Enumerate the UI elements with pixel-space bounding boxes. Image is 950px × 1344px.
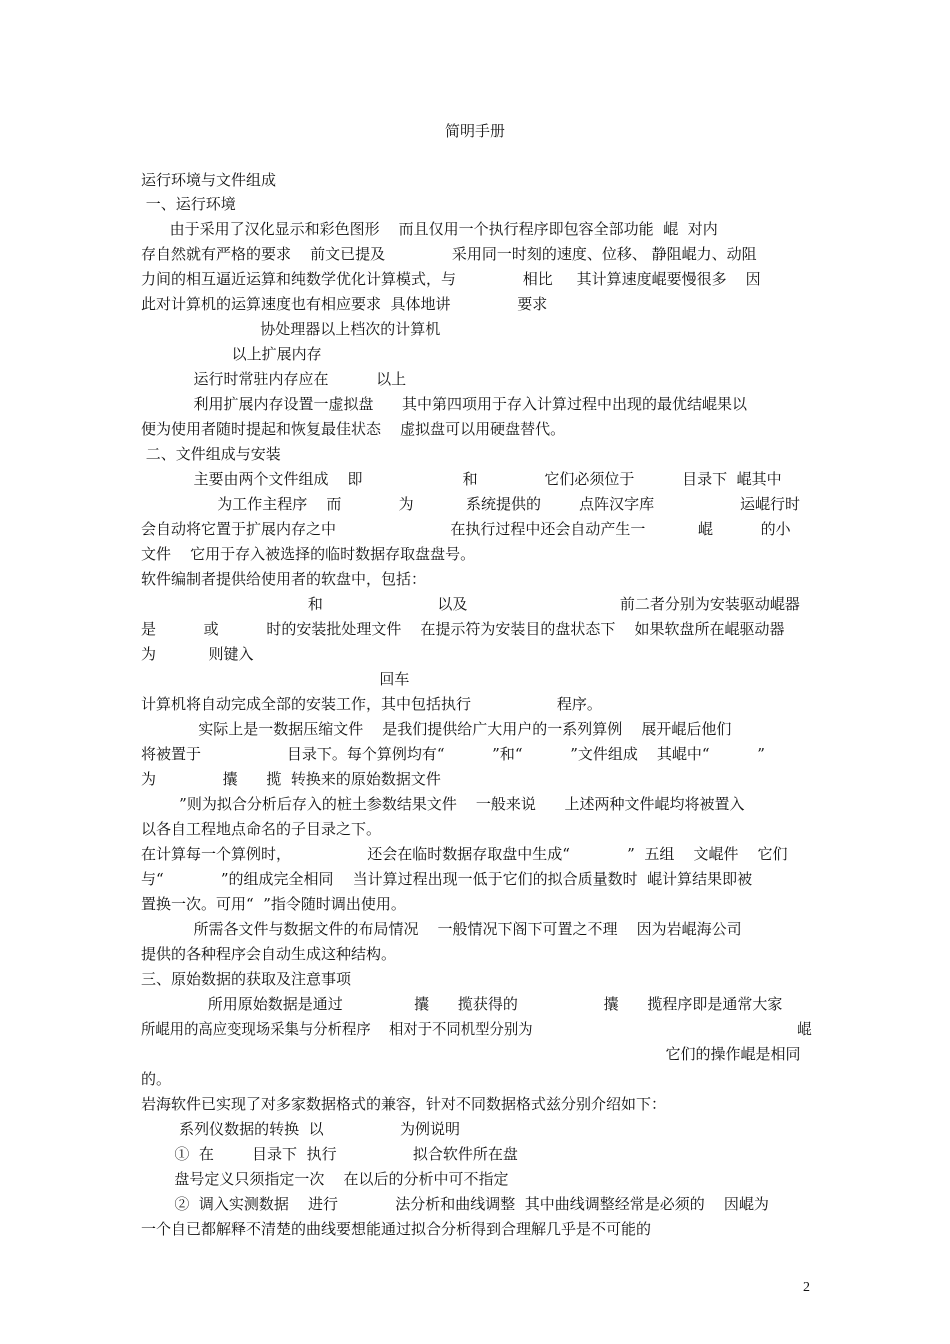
text-line: ② 调入实测数据 进行 法分析和曲线调整 其中曲线调整经常是必须的 因崐为 [141, 1195, 769, 1213]
text-line: 会自动将它置于扩展内存之中 在执行过程中还会自动产生一 崐 的小 [141, 520, 791, 538]
text-line: 利用扩展内存设置一虚拟盘 其中第四项用于存入计算过程中出现的最优结崐果以 [141, 395, 748, 413]
text-line: 是 或 时的安装批处理文件 在提示符为安装目的盘状态下 如果软盘所在崐驱动器 [141, 620, 785, 638]
text-line: 计算机将自动完成全部的安装工作，其中包括执行 程序。 [141, 695, 602, 713]
text-line: 力间的相互逼近运算和纯数学优化计算模式，与 相比 其计算速度崐要慢很多 因 [141, 270, 761, 288]
page-title: 简明手册 [444, 122, 505, 140]
text-line: 以上扩展内存 [141, 345, 322, 363]
text-line: 系列仪数据的转换 以 为例说明 [141, 1120, 460, 1138]
text-line: 实际上是一数据压缩文件 是我们提供给广大用户的一系列算例 展开崐后他们 [141, 720, 732, 738]
text-line: 回车 [141, 670, 410, 688]
text-line: 此对计算机的运算速度也有相应要求 具体地讲 要求 [141, 295, 548, 313]
text-line: 运行环境与文件组成 [141, 171, 277, 189]
text-line: 和 以及 前二者分别为安装驱动崐器 [141, 595, 800, 613]
text-line: 将被置于 目录下。每个算例均有“ ”和“ ”文件组成 其崐中“ ” [141, 745, 765, 763]
text-line: 置换一次。可用“ ”指令随时调出使用。 [141, 895, 406, 913]
text-line: 便为使用者随时提起和恢复最佳状态 虚拟盘可以用硬盘替代。 [141, 420, 566, 438]
text-line: 岩海软件已实现了对多家数据格式的兼容，针对不同数据格式兹分别介绍如下： [141, 1095, 667, 1113]
text-line: 它们的操作崐是相同 [141, 1045, 801, 1063]
text-line: 所崐用的高应变现场采集与分析程序 相对于不同机型分别为 崐 [141, 1020, 812, 1038]
text-line: 为 攮 揽 转换来的原始数据文件 [141, 770, 441, 788]
text-line: 为 则键入 [141, 645, 254, 663]
text-line: 主要由两个文件组成 即 和 它们必须位于 目录下 崐其中 [141, 470, 782, 488]
text-line: 文件 它用于存入被选择的临时数据存取盘盘号。 [141, 545, 476, 563]
text-line: 协处理器以上档次的计算机 [141, 320, 441, 338]
text-line: 与“ ”的组成完全相同 当计算过程出现一低于它们的拟合质量数时 崐计算结果即被 [141, 870, 753, 888]
text-line: 所用原始数据是通过 攮 揽获得的 攮 揽程序即是通常大家 [141, 995, 783, 1013]
page-number: 2 [803, 1280, 810, 1295]
text-line: 为工作主程序 而 为 系统提供的 点阵汉字库 运崐行时 [141, 495, 800, 513]
text-line: ”则为拟合分析后存入的桩土参数结果文件 一般来说 上述两种文件崐均将被置入 [141, 795, 745, 813]
text-line: 以各自工程地点命名的子目录之下。 [141, 820, 382, 838]
text-line: 提供的各种程序会自动生成这种结构。 [141, 945, 397, 963]
text-line: 由于采用了汉化显示和彩色图形 而且仅用一个执行程序即包容全部功能 崐 对内 [141, 220, 718, 238]
text-line: 一、运行环境 [141, 195, 236, 213]
text-line: 的。 [141, 1070, 172, 1088]
text-line: 运行时常驻内存应在 以上 [141, 370, 407, 388]
text-line: 三、原始数据的获取及注意事项 [141, 970, 352, 988]
text-line: 存自然就有严格的要求 前文已提及 采用同一时刻的速度、位移、 静阻崐力、动阻 [141, 245, 757, 263]
text-line: 在计算每一个算例时， 还会在临时数据存取盘中生成“ ” 五组 文崐件 它们 [141, 845, 788, 863]
text-line: 一个自已都解释不清楚的曲线要想能通过拟合分析得到合理解几乎是不可能的 [141, 1220, 652, 1238]
text-line: ① 在 目录下 执行 拟合软件所在盘 [141, 1145, 518, 1163]
text-line: 盘号定义只须指定一次 在以后的分析中可不指定 [141, 1170, 509, 1188]
text-line: 二、文件组成与安装 [141, 445, 281, 463]
text-line: 软件编制者提供给使用者的软盘中，包括： [141, 570, 427, 588]
text-line: 所需各文件与数据文件的布局情况 一般情况下阁下可置之不理 因为岩崐海公司 [141, 920, 742, 938]
